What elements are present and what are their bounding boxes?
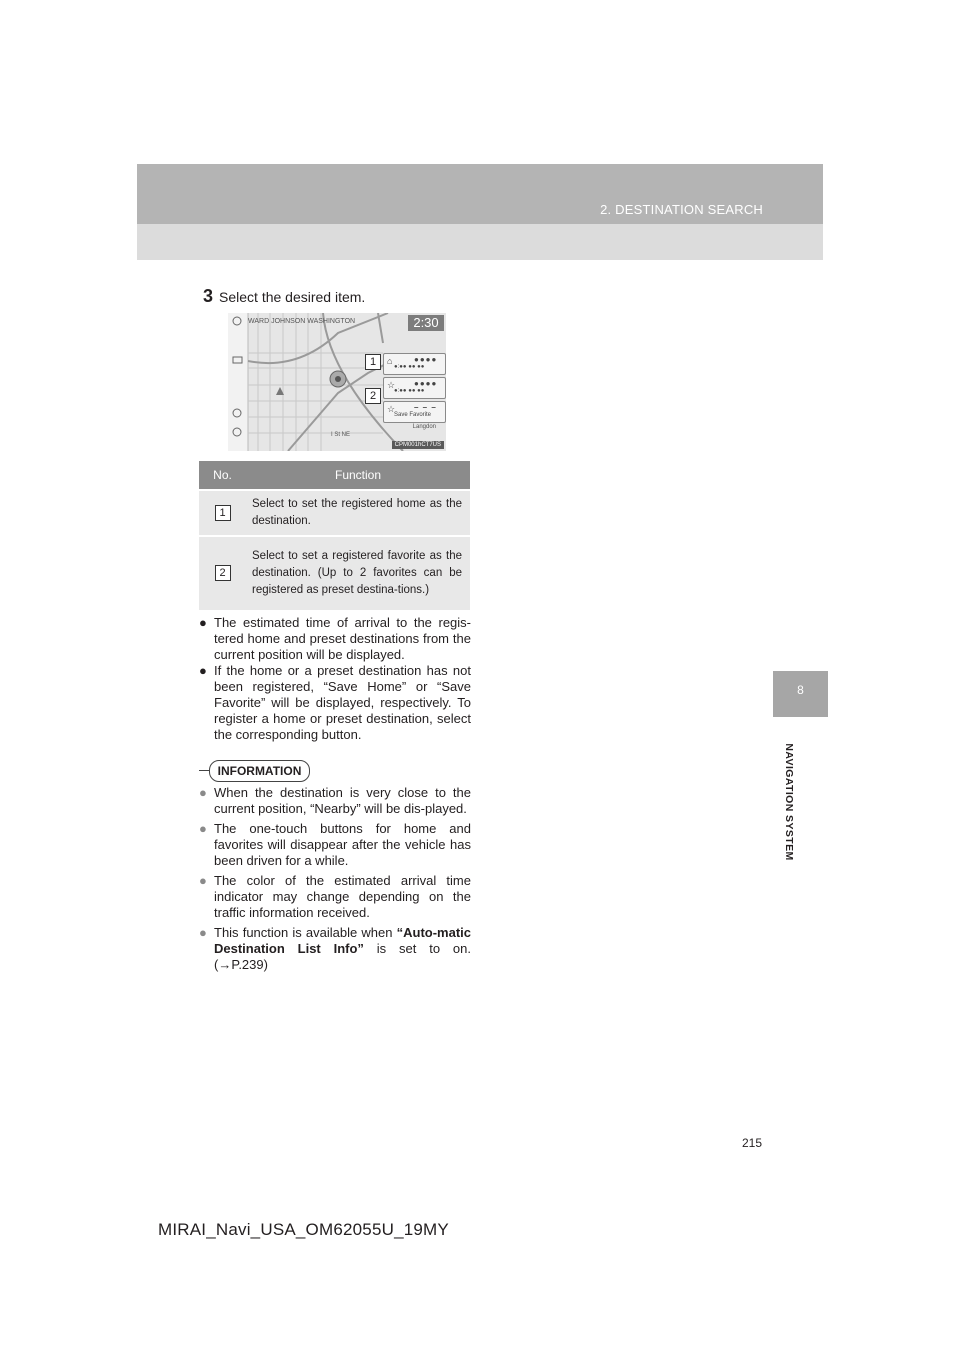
star-icon: ☆ (387, 404, 396, 414)
star-icon: ☆ (387, 380, 396, 390)
bullet-icon: ● (199, 873, 207, 888)
bullet-icon: ● (199, 925, 207, 940)
map-place-label: Langdon (412, 424, 436, 430)
information-list (199, 785, 471, 977)
function-table (199, 459, 470, 612)
table-cell-function: Select to set the registered home as the destination. (246, 491, 470, 535)
step-text: Select the desired item. (219, 289, 366, 305)
list-item (199, 821, 471, 869)
info-text: The one-touch buttons for home and favorites will disappear after the vehicle has been driven for a while. (214, 821, 471, 868)
map-street-label: WARD JOHNSON WASHINGTON (248, 318, 356, 325)
list-item (199, 615, 471, 663)
info-text: When the destination is very close to the current position, “Nearby” will be dis-played. (214, 785, 471, 816)
bullet-text: If the home or a preset destination has not been registered, “Save Home” or “Save Favorite” will be displayed, respectively. To register a home or preset destination, select the corresponding button. (214, 663, 471, 742)
clock-display: 2:30 (408, 315, 444, 331)
arrival-detail-placeholder: ●:●● ●● ●● (394, 388, 425, 394)
setting-name: “Auto-matic Destination List Info” (214, 925, 471, 956)
number-box: 1 (215, 505, 231, 521)
table-cell-function: Select to set a registered favorite as the destination. (Up to 2 favorites can be registered as preset destina-tions.) (246, 537, 470, 610)
arrival-time-placeholder: ●●●● (414, 379, 438, 388)
info-text-suffix: is set to on. (→P.239) (214, 941, 471, 972)
information-heading: INFORMATION (209, 760, 310, 782)
info-text: The color of the estimated arrival time indicator may change depending on the traffic information received. (214, 873, 471, 920)
list-item (199, 785, 471, 817)
bullet-icon: ● (199, 615, 207, 630)
image-code: CPM001hCT7US (392, 441, 444, 449)
table-header-row (199, 461, 470, 489)
info-divider (199, 770, 209, 771)
section-title: 2. DESTINATION SEARCH (600, 202, 763, 217)
chapter-number: 8 (797, 683, 804, 697)
step-number: 3 (203, 286, 214, 306)
empty-time-placeholder: – – – (414, 403, 437, 412)
callout-1: 1 (365, 354, 381, 370)
chapter-tab (773, 671, 828, 717)
map-street-label-bottom: I St NE (331, 432, 351, 438)
step-instruction (203, 286, 365, 307)
table-cell-no (199, 491, 246, 535)
column-header-no: No. (199, 461, 246, 489)
bullet-icon: ● (199, 663, 207, 678)
save-favorite-button[interactable] (383, 401, 446, 423)
favorite-destination-button[interactable] (383, 377, 446, 399)
number-box: 2 (215, 565, 231, 581)
bullet-icon: ● (199, 821, 207, 836)
arrival-time-placeholder: ●●●● (414, 355, 438, 364)
bullet-text: The estimated time of arrival to the regis-tered home and preset destinations from the current position will be displayed. (214, 615, 471, 662)
info-text-prefix: This function is available when (214, 925, 397, 940)
bullet-icon: ● (199, 785, 207, 800)
chapter-side-label (782, 738, 796, 866)
document-footer: MIRAI_Navi_USA_OM62055U_19MY (158, 1220, 449, 1239)
home-destination-button[interactable] (383, 353, 446, 375)
bullet-list (199, 615, 471, 743)
table-row (199, 537, 470, 610)
save-favorite-label: Save Favorite (394, 412, 432, 418)
table-row (199, 491, 470, 535)
list-item (199, 663, 471, 743)
page-number: 215 (742, 1136, 763, 1150)
arrival-detail-placeholder: ●:●● ●● ●● (394, 364, 425, 370)
table-cell-no (199, 537, 246, 610)
header-subbar (137, 224, 823, 260)
column-header-function: Function (246, 461, 470, 489)
chapter-label: NAVIGATION SYSTEM (783, 743, 795, 861)
callout-2: 2 (365, 388, 381, 404)
navigation-screenshot (228, 313, 446, 451)
home-icon: ⌂ (387, 356, 393, 366)
list-item (199, 873, 471, 921)
header-bar (137, 164, 823, 224)
list-item (199, 925, 471, 973)
